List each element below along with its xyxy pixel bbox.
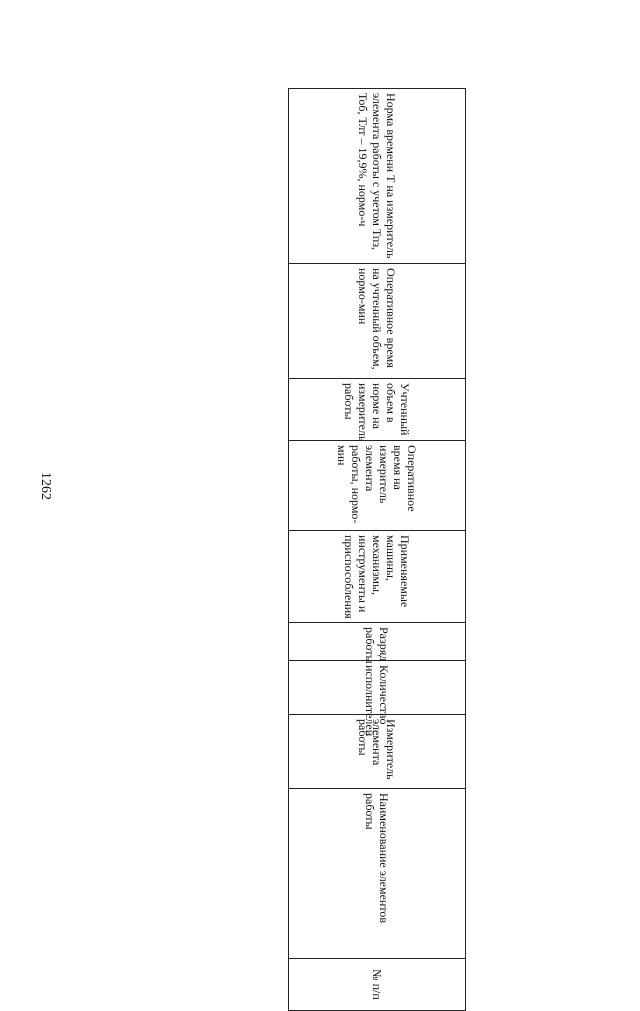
header-volume: Учтенный объем в норме на измеритель работы [289, 379, 466, 441]
page-number: 1262 [38, 472, 53, 500]
header-grade: Разряд работы [289, 623, 466, 661]
header-op-time-meter: Оперативное время на измеритель элемента работы, нормо-мин [289, 441, 466, 531]
header-name: Наименование элементов работы [289, 789, 466, 959]
rotated-table-body [108, 88, 466, 878]
header-number: № п/п [289, 959, 466, 1011]
header-norm: Норма времени Т на измеритель элемента работы с учетом Тпз, Тоб, Тлт – 19,9%, нормо-ч [289, 89, 466, 264]
header-machines: Применяемые машины, механизмы, инструменты и приспособления [289, 531, 466, 623]
header-meter: Измеритель элемента работы [289, 715, 466, 789]
header-executors: Количество исполнителей [289, 661, 466, 715]
header-op-time-volume: Оперативное время на учтенный объем, нормо-мин [289, 264, 466, 379]
